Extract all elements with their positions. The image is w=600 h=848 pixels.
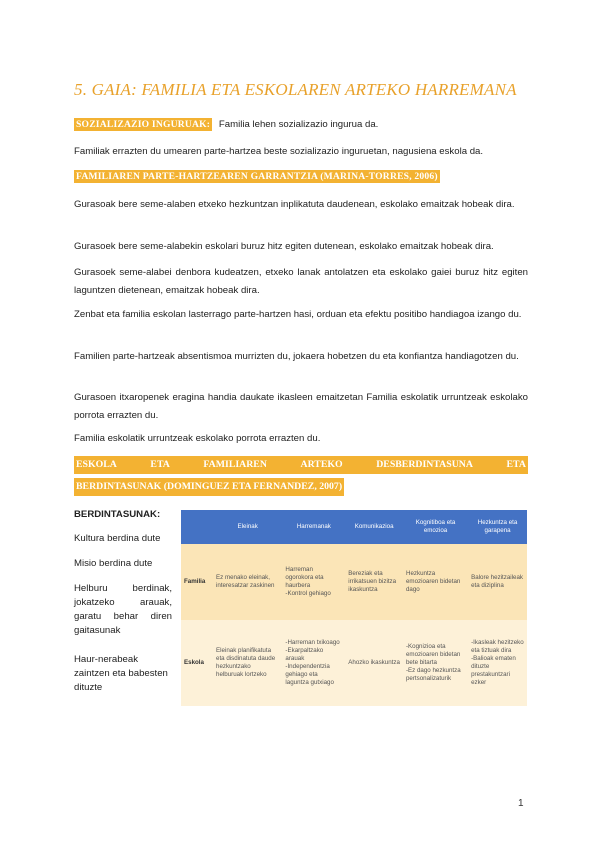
table-cell: Eleinak planifikatuta eta disdinatuta daude hezkuntzako helburuak lortzeko <box>213 620 282 706</box>
page-number: 1 <box>518 798 524 809</box>
section-text-socialization: Familia lehen sozializazio ingurua da. <box>218 119 379 130</box>
banner-line-2: BERDINTASUNAK (DOMINGUEZ ETA FERNANDEZ, 2007) <box>74 478 344 496</box>
table-row <box>181 620 527 706</box>
table-cell: Balore hezitzaileak eta diziplina <box>468 544 527 620</box>
paragraph-family-participation-intro: Familiak errazten du umearen parte-hartzea beste sozializazio inguruetan, nagusiena eskola da. <box>74 146 484 157</box>
paragraph-1: Gurasoak bere seme-alaben etxeko hezkuntzan inplikatuta daudenean, eskolako emaitzak hobeak dira. <box>74 199 515 210</box>
table-cell: Ahozko ikaskuntza <box>345 620 403 706</box>
section-importance-heading <box>74 168 528 186</box>
table-cell: Ez menako eleinak, interesatzar zaskinen <box>213 544 282 620</box>
page-title: 5. GAIA: FAMILIA ETA ESKOLAREN ARTEKO HARREMANA <box>74 80 517 99</box>
table-header-cell: Eleinak <box>213 510 282 544</box>
table-header-cell: Hezkuntza eta garapena <box>468 510 527 544</box>
table-cell: -Kognizioa eta emozioaren bidetan bete bitarta -Ez dago hezkuntza pertsonalizaturik <box>403 620 468 706</box>
similarities-label: BERDINTASUNAK: <box>74 509 161 520</box>
similarity-item: Haur-nerabeak zaintzen eta babesten dituzte <box>74 654 168 693</box>
paragraph-3: Gurasoek seme-alabei denbora kudeatzen, etxeko lanak antolatzen eta eskolako gaiei buruz hitz egiten laguntzen dietenean, emaitzak hobeak dira. <box>74 267 528 296</box>
section-label-importance: FAMILIAREN PARTE-HARTZEAREN GARRANTZIA (MARINA-TORRES, 2006) <box>76 171 438 182</box>
section-label-socialization: SOZIALIZAZIO INGURUAK: <box>76 119 211 130</box>
banner-line-1 <box>74 456 528 474</box>
banner-word: FAMILIAREN <box>203 459 267 470</box>
paragraph-2: Gurasoek bere seme-alabekin eskolari buruz hitz egiten dutenean, eskolako emaitzak hobeak dira. <box>74 241 494 252</box>
paragraph-7: Familia eskolatik urruntzeak eskolako porrota errazten du. <box>74 433 321 444</box>
similarity-item: Helburu berdinak, jokatzeko arauak, garatu behar diren gaitasunak <box>74 583 172 636</box>
table-cell: Harreman ogorokora eta haurbera -Kontrol gehiago <box>282 544 345 620</box>
paragraph-5: Familien parte-hartzeak absentismoa murrizten du, jokaera hobetzen du eta konfiantza handiagotzen du. <box>74 351 519 362</box>
table-row-label: Eskola <box>181 620 213 706</box>
banner-word: ETA <box>506 459 526 470</box>
banner-word: ARTEKO <box>300 459 343 470</box>
section-socialization <box>74 116 528 134</box>
table-header-cell <box>181 510 213 544</box>
table-cell: -Ikasleak hezitzeko eta tiztuak dira -Balioak ematen dituzte prestakuntzari ezker <box>468 620 527 706</box>
banner-word: ESKOLA <box>76 459 117 470</box>
table-cell: Hezkuntza emozioaren bidetan dago <box>403 544 468 620</box>
table-header-row <box>181 510 527 544</box>
similarity-item: Misio berdina dute <box>74 558 153 569</box>
similarity-item: Kultura berdina dute <box>74 533 161 544</box>
banner-word: DESBERDINTASUNA <box>376 459 473 470</box>
paragraph-6: Gurasoen itxaropenek eragina handia daukate ikasleen emaitzetan Familia eskolatik urruntzeak eskolako porrota errazten du. <box>74 392 528 421</box>
table-header-cell: Kognitiboa eta emozioa <box>403 510 468 544</box>
table-header-cell: Harremanak <box>282 510 345 544</box>
table-cell: -Harreman txikoago -Ekarpaltzako arauak -Independentzia gehiago eta laguntza gutxiago <box>282 620 345 706</box>
table-row-label: Familia <box>181 544 213 620</box>
table-cell: Bereziak eta irrikatsuen bizitza ikaskuntza <box>345 544 403 620</box>
banner-word: ETA <box>150 459 170 470</box>
table-header-cell: Komunikazioa <box>345 510 403 544</box>
table-row <box>181 544 527 620</box>
comparison-table <box>181 510 527 706</box>
section-banner-differences <box>74 456 528 496</box>
paragraph-4: Zenbat eta familia eskolan lasterrago parte-hartzen hasi, orduan eta efektu positibo handiagoa izango du. <box>74 309 522 320</box>
